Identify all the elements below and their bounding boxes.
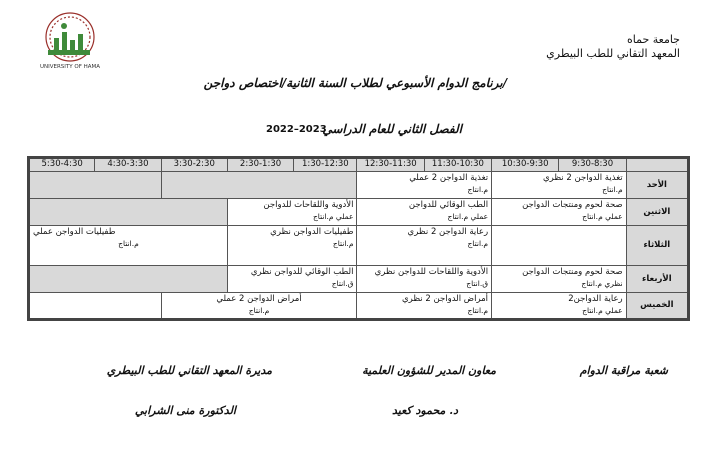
course-type: عملي م.انتاج [447, 212, 489, 221]
class-cell [29, 293, 162, 320]
day-label: الخميس [626, 293, 688, 320]
course-name: رعاية الدواجن 2 نظري [407, 227, 489, 237]
course-type: م.انتاج [118, 239, 139, 248]
schedule-header-row [29, 158, 689, 172]
class-cell [492, 293, 627, 320]
course-name: الطب الوقائي للدواجن [408, 200, 489, 210]
class-cell [29, 226, 228, 266]
class-cell [161, 293, 357, 320]
course-name: صحة لحوم ومنتجات الدواجن [522, 267, 623, 277]
day-label: الأحد [626, 172, 688, 199]
time-slot-header: 2:30-1:30 [227, 158, 293, 172]
course-name: طفيليات الدواجن عملي [33, 227, 116, 237]
day-column-header [626, 158, 688, 172]
class-cell [492, 199, 627, 226]
page-title: برنامج الدوام الأسبوعي لطلاب السنة الثانية/اختصاص دواجن/ [203, 76, 507, 90]
course-type: م.انتاج [602, 185, 623, 194]
class-cell [161, 172, 357, 199]
time-slot-header: 1:30-12:30 [294, 158, 357, 172]
course-name: تغذية الدواجن 2 عملي [409, 173, 489, 183]
day-label: الأربعاء [626, 266, 688, 293]
attendance-section-label: شعبة مراقبة الدوام [579, 364, 668, 377]
day-label: الاثنين [626, 199, 688, 226]
director-name: الدكتورة منى الشرابي [134, 404, 236, 417]
time-slot-header: 4:30-3:30 [95, 158, 161, 172]
schedule-row [29, 199, 689, 226]
schedule-row [29, 266, 689, 293]
time-slot-header: 3:30-2:30 [161, 158, 227, 172]
academic-year: 2022–2023 [266, 124, 327, 135]
course-type: م.انتاج [332, 239, 354, 248]
class-cell [29, 172, 162, 199]
course-name: رعاية الدواجن2 [568, 294, 623, 304]
time-slot-header: 9:30-8:30 [559, 158, 626, 172]
university-logo [30, 10, 110, 72]
semester-label: الفصل الثاني للعام الدراسي [322, 122, 462, 136]
course-name: الطب الوقائي للدواجن نظري [250, 267, 354, 277]
course-type: عملي م.انتاج [312, 212, 354, 221]
logo-caption: UNIVERSITY OF HAMA [39, 64, 101, 70]
time-slot-header: 10:30-9:30 [492, 158, 559, 172]
deputy-title: معاون المدير للشؤون العلمية [362, 364, 496, 377]
class-cell [29, 199, 228, 226]
class-cell [357, 293, 492, 320]
course-name: أمراض الدواجن 2 نظري [401, 294, 489, 304]
class-cell [227, 266, 357, 293]
class-cell [492, 172, 627, 199]
class-cell [357, 172, 492, 199]
schedule-row [29, 226, 689, 266]
course-name: الأدوية واللقاحات للدواجن [263, 200, 354, 210]
deputy-name: د. محمود كعيد [392, 404, 458, 417]
course-type: ق.انتاج [466, 279, 489, 288]
course-name: تغذية الدواجن 2 نظري [542, 173, 623, 183]
time-slot-header: 5:30-4:30 [29, 158, 95, 172]
course-type: م.انتاج [467, 239, 489, 248]
course-type: م.انتاج [248, 306, 270, 315]
time-slot-header: 11:30-10:30 [424, 158, 491, 172]
class-cell [357, 266, 492, 293]
day-label: الثلاثاء [626, 226, 688, 266]
course-type: م.انتاج [467, 185, 489, 194]
class-cell [357, 226, 492, 266]
class-cell [492, 266, 627, 293]
course-name: طفيليات الدواجن نظري [270, 227, 354, 237]
class-cell [29, 266, 228, 293]
class-cell [492, 226, 627, 266]
course-name: صحة لحوم ومنتجات الدواجن [522, 200, 623, 210]
schedule-row [29, 293, 689, 320]
course-type: ق.انتاج [331, 279, 354, 288]
course-name: أمراض الدواجن 2 عملي [216, 294, 302, 304]
time-slot-header: 12:30-11:30 [357, 158, 424, 172]
institute-name: المعهد التقاني للطب البيطري [546, 47, 680, 60]
class-cell [227, 226, 357, 266]
course-type: م.انتاج [467, 306, 489, 315]
schedule-table [27, 156, 690, 321]
course-type: نظري م.انتاج [581, 279, 623, 288]
class-cell [227, 199, 357, 226]
class-cell [357, 199, 492, 226]
course-type: عملي م.انتاج [582, 306, 623, 315]
course-name: الأدوية واللقاحات للدواجن نظري [374, 267, 489, 277]
course-type: عملي م.انتاج [582, 212, 623, 221]
schedule-row [29, 172, 689, 199]
director-title: مديرة المعهد التقاني للطب البيطري [106, 364, 272, 377]
university-name: جامعة حماه [626, 33, 680, 46]
